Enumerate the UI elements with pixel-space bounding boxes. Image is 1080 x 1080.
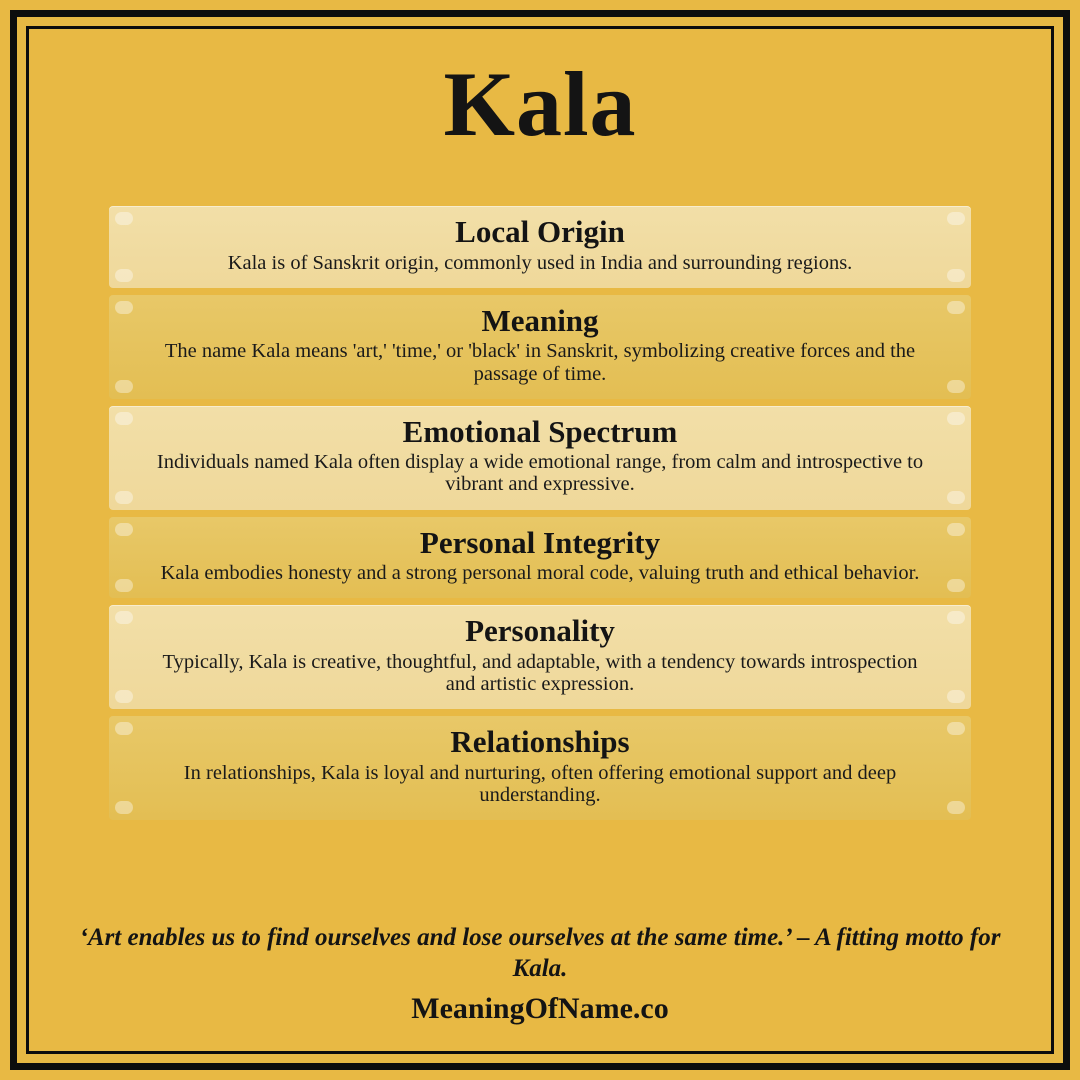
card-knob-icon [115,579,133,592]
section-card-relationships [109,716,971,820]
card-knob-icon [947,212,965,225]
card-knob-icon [115,801,133,814]
section-card-local-origin [109,206,971,288]
section-text: Kala is of Sanskrit origin, commonly used in India and surrounding regions. [227,251,853,274]
section-heading: Meaning [481,302,599,338]
card-knob-icon [115,523,133,536]
card-knob-icon [115,412,133,425]
section-text: The name Kala means 'art,' 'time,' or 'black' in Sanskrit, symbolizing creative forces and the passage of time. [164,340,916,385]
card-knob-icon [947,380,965,393]
page-title: Kala [443,53,637,155]
section-card-meaning [109,295,971,399]
card-knob-icon [947,523,965,536]
card-knob-icon [115,491,133,504]
footer-quote: ‘Art enables us to find ourselves and lose ourselves at the same time.’ – A fitting motto for Kala. [79,924,1001,982]
card-knob-icon [947,801,965,814]
card-knob-icon [115,690,133,703]
section-text: Typically, Kala is creative, thoughtful, and adaptable, with a tendency towards introspection and artistic expression. [162,650,918,696]
section-text: Kala embodies honesty and a strong personal moral code, valuing truth and ethical behavior. [160,562,920,585]
section-card-emotional-spectrum [109,406,971,510]
section-card-personality [109,605,971,709]
section-heading: Personal Integrity [419,524,661,560]
card-knob-icon [947,579,965,592]
card-knob-icon [947,611,965,624]
sections-list [109,206,971,827]
card-knob-icon [947,412,965,425]
card-knob-icon [115,380,133,393]
brand-name: MeaningOfName.co [411,992,669,1025]
card-knob-icon [947,722,965,735]
card-knob-icon [115,611,133,624]
card-knob-icon [947,269,965,282]
card-knob-icon [947,491,965,504]
card-knob-icon [947,690,965,703]
section-heading: Emotional Spectrum [402,413,678,449]
poster-content [40,40,1040,1040]
section-text: Individuals named Kala often display a wide emotional range, from calm and introspective to vibrant and expressive. [156,451,924,496]
card-knob-icon [115,212,133,225]
section-text: In relationships, Kala is loyal and nurturing, often offering emotional support and deep understanding. [183,761,897,806]
card-knob-icon [115,722,133,735]
section-card-personal-integrity [109,517,971,599]
card-knob-icon [115,269,133,282]
card-knob-icon [115,301,133,314]
section-heading: Relationships [450,724,630,760]
section-heading: Local Origin [455,214,625,249]
card-knob-icon [947,301,965,314]
footer [50,923,1030,1026]
section-heading: Personality [465,613,615,649]
